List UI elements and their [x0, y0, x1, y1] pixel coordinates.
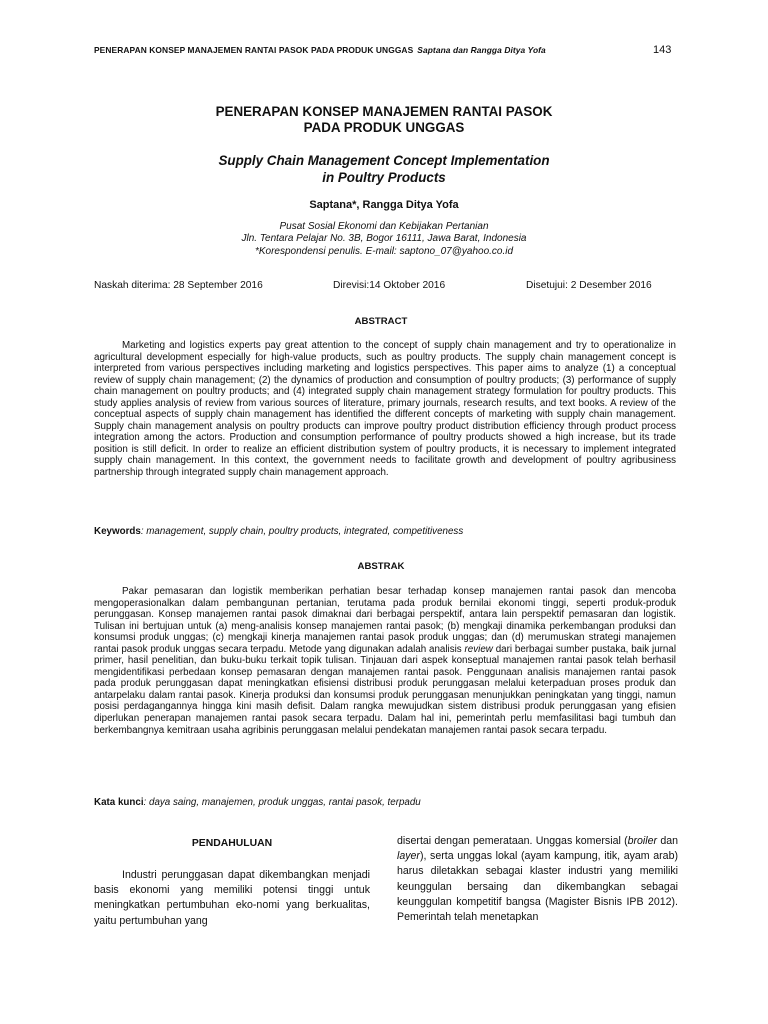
kata-kunci-label: Kata kunci — [94, 797, 144, 808]
keywords-label: Keywords — [94, 526, 141, 537]
running-title: PENERAPAN KONSEP MANAJEMEN RANTAI PASOK PADA PRODUK UNGGAS — [94, 45, 414, 55]
abstract-heading: ABSTRACT — [354, 316, 408, 327]
introduction-left-column: Industri perunggasan dapat dikembangkan menjadi basis ekonomi yang memiliki potensi tinggi untuk meningkatkan pertumbuhan eko-nomi yang berkualitas, yaitu pertumbuhan yang — [94, 869, 370, 927]
affiliation — [100, 221, 668, 258]
paper-title — [100, 104, 668, 136]
paper-subtitle-line-2: in Poultry Products — [322, 170, 446, 185]
keywords-text: : management, supply chain, poultry products, integrated, competitiveness — [140, 526, 464, 537]
affiliation-institution: Pusat Sosial Ekonomi dan Kebijakan Pertanian — [279, 221, 489, 232]
intro-right-text-3: ), serta unggas lokal (ayam kampung, itik, ayam arab) harus diletakkan sebagai klaster industri yang memiliki keunggulan bersaing dan dikembangkan sebagai keunggulan kompetitif bangsa (Magister Bisnis IPB 2012). Pemerintah telah menetapkan — [397, 850, 678, 924]
paper-subtitle-line-1: Supply Chain Management Concept Implementation — [218, 153, 550, 168]
intro-right-em-broiler: broiler — [627, 835, 658, 847]
intro-right-text-2: dan — [657, 835, 678, 847]
intro-right-text-1: disertai dengan pemerataan. Unggas komersial ( — [397, 835, 628, 847]
kata-kunci-text: : daya saing, manajemen, produk unggas, rantai pasok, terpadu — [143, 797, 421, 808]
date-accepted: Disetujui: 2 Desember 2016 — [526, 280, 652, 291]
intro-right-em-layer: layer — [397, 850, 420, 863]
author-list: Saptana*, Rangga Ditya Yofa — [309, 199, 459, 211]
introduction-heading: PENDAHULUAN — [191, 838, 273, 849]
kata-kunci — [94, 797, 676, 809]
introduction-right-column — [397, 834, 678, 925]
running-authors: Saptana dan Rangga Ditya Yofa — [417, 45, 546, 55]
running-header — [94, 45, 584, 55]
abstrak-text-1: Pakar pemasaran dan logistik memberikan perhatian besar terhadap konsep manajemen rantai pasok dan mencoba mengoperasionalkan dalam pembangunan pertanian, terutama pada produk bernilai ekonomi tinggi, seperti produk-produk perunggasan. Konsep manajemen rantai pasok dimaknai dari berbagai perspektif, antara lain perspektif pemasaran dan logistik. Tulisan ini bertujuan untuk (a) meng-analisis konsep manajemen rantai pasok; (b) mengkaji dinamika perkembangan produksi dan konsumsi produk unggas; (c) mengkaji kinerja manajemen rantai pasok produk unggas; dan (d) merumuskan strategi manajemen rantai pasok produk unggas secara terpadu. Metode yang digunakan adalah analisis — [94, 586, 676, 655]
page-number: 143 — [653, 44, 672, 56]
paper-subtitle — [100, 152, 668, 186]
date-received: Naskah diterima: 28 September 2016 — [94, 280, 263, 291]
affiliation-correspondence: *Korespondensi penulis. E-mail: saptono_07@yahoo.co.id — [254, 245, 514, 257]
abstract-body: Marketing and logistics experts pay great attention to the concept of supply chain management and try to operationalize in agricultural development especially for high-value products, such as poultry products. The supply chain management concept is interpreted from various perspectives including marketing and logistics perspectives. This paper aims to analyze (1) a conceptual review of supply chain management; (2) the dynamics of production and consumption of poultry products; (3) performance of supply chain management on poultry products; and (4) integrated supply chain management strategy formulation for poultry products. This study applies analysis of review from various sources of literature, primary journals, research results, and text books. A review of the conceptual aspects of supply chain management has identified the different concepts of marketing with supply chain management. Supply chain management analysis on poultry products can improve poultry product distribution efficiency through product process integration among the actors. Production and consumption performance of poultry products showed a high increase, but its trade position is still deficit. In order to realize an efficient distribution system of poultry products, it is necessary to implement integrated supply chain management. In this context, the government needs to facilitate growth and development of poultry agribusiness partnership through integrated supply chain management approach. — [94, 340, 676, 479]
date-revised: Direvisi:14 Oktober 2016 — [333, 280, 446, 291]
keywords — [94, 526, 676, 538]
abstrak-heading: ABSTRAK — [357, 561, 405, 572]
abstrak-text-2: dari berbagai sumber pustaka, baik jurnal primer, hasil penelitian, dan buku-buku terkait topik tulisan. Tinjauan dari aspek konseptual manajemen rantai pasok telah berhasil mengidentifikasi perbedaan konsep pemasaran dengan manajemen rantai pasok. Penggunaan analisis manajemen rantai pasok pada produk perunggasan dapat meningkatkan efisiensi distribusi produk perunggasan melalui keterpaduan proses produk dan antarpelaku dalam rantai pasok. Kinerja produksi dan konsumsi produk perunggasan menunjukkan peningkatan yang tinggi, namun posisi perdagangannya hingga kini masih defisit. Dalam rangka mewujudkan sistem distribusi produk perunggasan yang efisien diperlukan penerapan manajemen rantai pasok secara terpadu. Dalam hal ini, pemerintah perlu memfasilitasi bagi tumbuh dan berkembangnya kemitraan usaha agribinis perunggasan melalui pendekatan manajemen rantai pasok secara terpadu. — [94, 643, 676, 736]
abstrak-body — [94, 586, 676, 736]
abstrak-emphasis: review — [464, 643, 493, 655]
affiliation-address: Jln. Tentara Pelajar No. 3B, Bogor 16111, Jawa Barat, Indonesia — [241, 233, 527, 245]
paper-title-line-2: PADA PRODUK UNGGAS — [303, 120, 465, 135]
paper-title-line-1: PENERAPAN KONSEP MANAJEMEN RANTAI PASOK — [215, 104, 553, 119]
